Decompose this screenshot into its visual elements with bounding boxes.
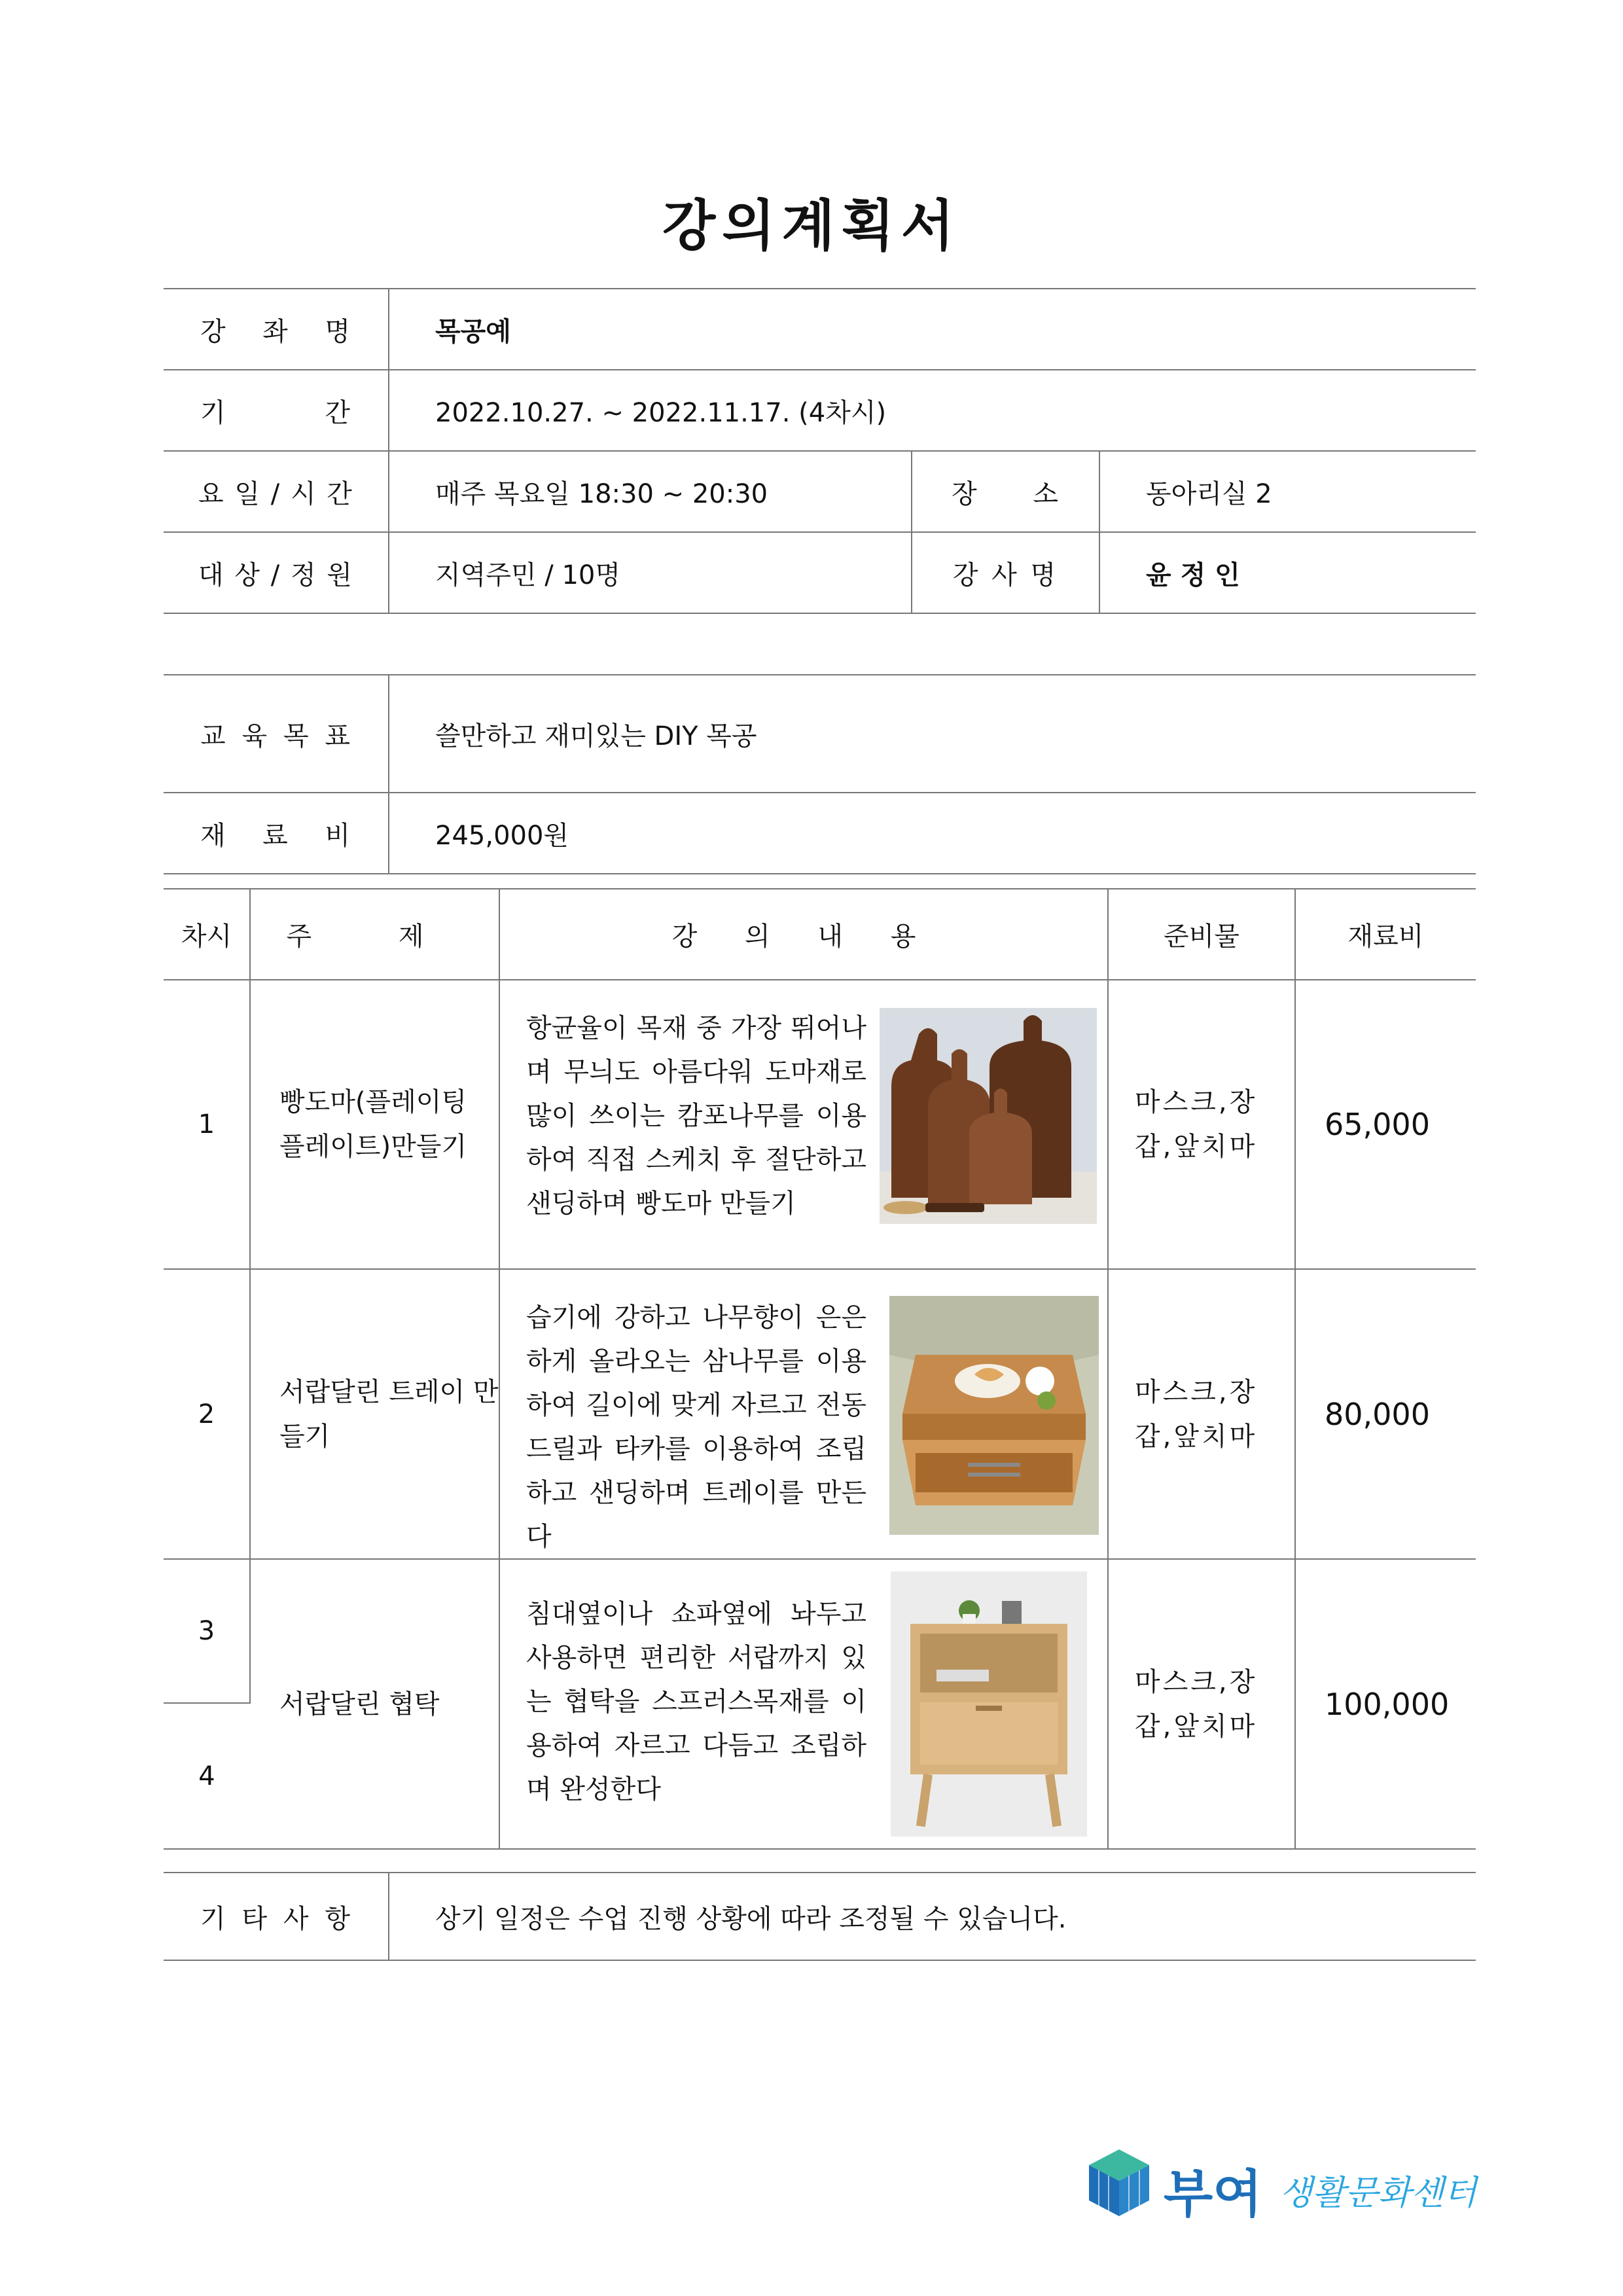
goal-value: 쓸만하고 재미있는 DIY 목공 bbox=[389, 675, 1476, 793]
session-number: 2 bbox=[164, 1269, 250, 1559]
table-row bbox=[164, 1559, 1476, 1703]
topic: 서랍달린 트레이 만들기 bbox=[250, 1269, 499, 1559]
session-number: 3 bbox=[164, 1559, 250, 1703]
lecture-text: 침대옆이나 쇼파옆에 놔두고 사용하면 편리한 서랍까지 있는 협탁을 스프러스목재를 이용하여 자르고 다듬고 조립하며 완성한다 bbox=[526, 1599, 866, 1804]
lecture-text: 습기에 강하고 나무향이 은은하게 올라오는 삼나무를 이용하여 길이에 맞게 자르고 전동드릴과 타카를 이용하여 조립하고 샌딩하며 트레이를 만든다 bbox=[526, 1302, 866, 1552]
notes-value: 상기 일정은 수업 진행 상황에 따라 조정될 수 있습니다. bbox=[389, 1873, 1476, 1960]
side-table-image bbox=[891, 1571, 1087, 1837]
table-row bbox=[164, 980, 1476, 1269]
preparation: 마스크,장갑,앞치마 bbox=[1108, 980, 1295, 1269]
goal-label: 교 육 목 표 bbox=[164, 675, 389, 793]
period-label: 기 간 bbox=[164, 370, 389, 451]
schedule-table bbox=[164, 888, 1476, 1850]
material-cost: 100,000 bbox=[1295, 1559, 1476, 1849]
course-info-table bbox=[164, 288, 1476, 614]
lecture-content bbox=[499, 1559, 1108, 1849]
target-label: 대 상 / 정 원 bbox=[164, 532, 389, 613]
header-session: 차시 bbox=[164, 889, 250, 980]
schedule-label: 요 일 / 시 간 bbox=[164, 451, 389, 532]
place-value: 동아리실 2 bbox=[1099, 451, 1476, 532]
material-value: 245,000원 bbox=[389, 793, 1476, 874]
place-label: 장 소 bbox=[912, 451, 1099, 532]
header-topic: 주 제 bbox=[250, 889, 499, 980]
course-value: 목공예 bbox=[389, 289, 1476, 370]
drawer-tray-image bbox=[889, 1296, 1099, 1535]
notes-label: 기 타 사 항 bbox=[164, 1873, 389, 1960]
material-cost: 80,000 bbox=[1295, 1269, 1476, 1559]
topic: 서랍달린 협탁 bbox=[250, 1559, 499, 1849]
material-label: 재 료 비 bbox=[164, 793, 389, 874]
header-content: 강 의 내 용 bbox=[499, 889, 1108, 980]
cutting-board-image bbox=[880, 1008, 1097, 1224]
logo-sub-text: 생활문화센터 bbox=[1279, 2174, 1477, 2213]
topic: 빵도마(플레이팅 플레이트)만들기 bbox=[250, 980, 499, 1269]
header-cost: 재료비 bbox=[1295, 889, 1476, 980]
notes-table bbox=[164, 1872, 1476, 1961]
logo-main-text: 부여 bbox=[1164, 2165, 1262, 2224]
lecture-content bbox=[499, 1269, 1108, 1559]
instructor-value: 윤 정 인 bbox=[1099, 532, 1476, 613]
lecture-text: 항균율이 목재 중 가장 뛰어나며 무늬도 아름다워 도마재로 많이 쓰이는 캄포나무를 이용하여 직접 스케치 후 절단하고 샌딩하며 빵도마 만들기 bbox=[526, 1013, 866, 1219]
preparation: 마스크,장갑,앞치마 bbox=[1108, 1269, 1295, 1559]
course-label: 강 좌 명 bbox=[164, 289, 389, 370]
period-value: 2022.10.27. ~ 2022.11.17. (4차시) bbox=[389, 370, 1476, 451]
material-cost: 65,000 bbox=[1295, 980, 1476, 1269]
lecture-content bbox=[499, 980, 1108, 1269]
target-value: 지역주민 / 10명 bbox=[389, 532, 912, 613]
instructor-label: 강 사 명 bbox=[912, 532, 1099, 613]
session-number: 1 bbox=[164, 980, 250, 1269]
logo bbox=[1086, 2147, 1479, 2224]
table-row bbox=[164, 1269, 1476, 1559]
header-prep: 준비물 bbox=[1108, 889, 1295, 980]
goal-table bbox=[164, 674, 1476, 874]
preparation: 마스크,장갑,앞치마 bbox=[1108, 1559, 1295, 1849]
schedule-value: 매주 목요일 18:30 ~ 20:30 bbox=[389, 451, 912, 532]
session-number: 4 bbox=[164, 1703, 250, 1849]
page-title: 강의계획서 bbox=[662, 194, 961, 258]
